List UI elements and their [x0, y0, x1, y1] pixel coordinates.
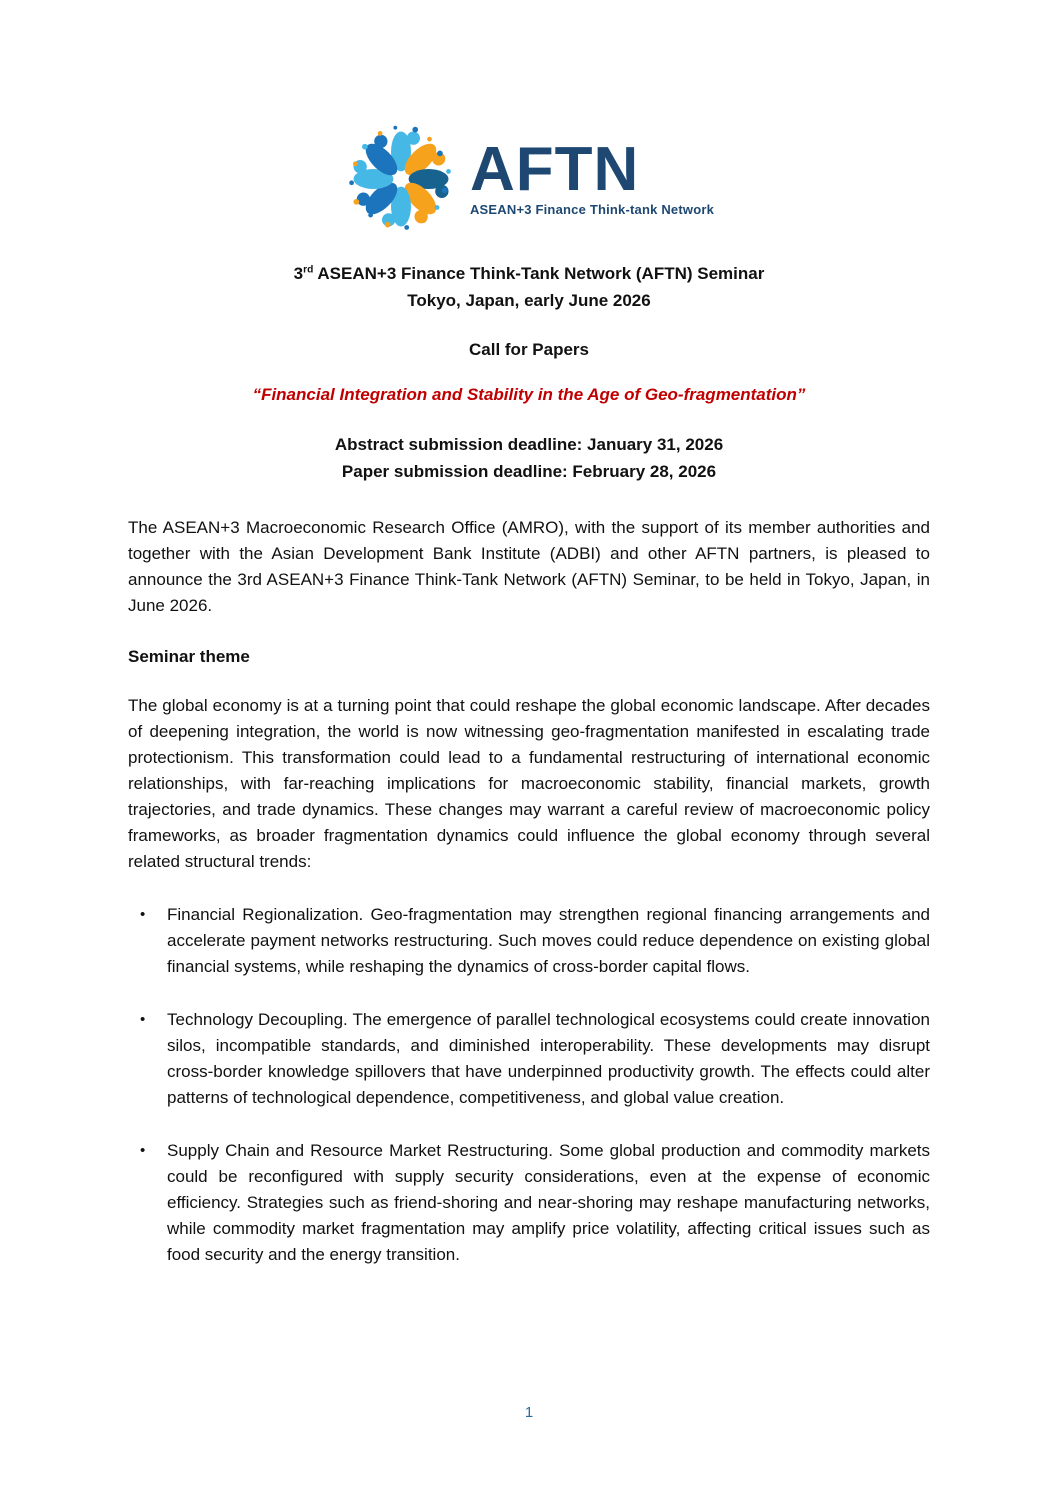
theme-paragraph: The global economy is at a turning point that could reshape the global economic landscape. After decades of deepening integration, the world is now witnessing geo-fragmentation manifested in escalating trade protectionism. This transformation could lead to a fundamental restructuring of international economic relationships, with far-reaching implications for macroeconomic stability, financial markets, growth trajectories, and trade dynamics. These changes may warrant a careful review of macroeconomic policy frameworks, as broader fragmentation dynamics could influence the global economy through several related structural trends:	[128, 696, 930, 871]
call-for-papers-heading: Call for Papers	[469, 340, 589, 359]
title-text: ASEAN+3 Finance Think-Tank Network (AFTN) Seminar	[313, 264, 765, 283]
list-item	[128, 902, 930, 980]
logo-tagline: ASEAN+3 Finance Think-tank Network	[469, 202, 715, 218]
seminar-title	[128, 260, 930, 314]
seminar-theme-quote: “Financial Integration and Stability in the Age of Geo-fragmentation”	[252, 385, 806, 404]
section-heading-seminar-theme: Seminar theme	[128, 647, 250, 666]
structural-trends-list	[128, 902, 930, 1268]
bullet-icon: •	[140, 906, 146, 923]
aftn-logo	[128, 122, 930, 236]
title-number: 3	[293, 264, 304, 283]
bullet-text-financial-regionalization: Financial Regionalization. Geo-fragmentation may strengthen regional financing arrangements and accelerate payment networks restructuring. Such moves could reduce dependence on existing global financial systems, while reshaping the dynamics of cross-border capital flows.	[167, 905, 930, 976]
intro-paragraph: The ASEAN+3 Macroeconomic Research Office (AMRO), with the support of its member authorities and together with the Asian Development Bank Institute (ADBI) and other AFTN partners, is pleased to announce the 3rd ASEAN+3 Finance Think-Tank Network (AFTN) Seminar, to be held in Tokyo, Japan, in June 2026.	[128, 518, 930, 615]
bullet-icon: •	[140, 1011, 146, 1028]
bullet-text-technology-decoupling: Technology Decoupling. The emergence of parallel technological ecosystems could create innovation silos, incompatible standards, and diminished interoperability. These developments may disrupt cross-border knowledge spillovers that have underpinned productivity growth. The effects could alter patterns of technological dependence, competitiveness, and global value creation.	[167, 1010, 930, 1107]
logo-acronym: AFTN	[469, 134, 640, 204]
title-ordinal-superscript: rd	[303, 264, 314, 276]
seminar-title-line1	[128, 260, 930, 287]
page-number: 1	[524, 1404, 534, 1421]
seminar-title-line2: Tokyo, Japan, early June 2026	[407, 291, 651, 310]
aftn-starburst-icon	[344, 122, 458, 236]
list-item	[128, 1138, 930, 1268]
paper-deadline: Paper submission deadline: February 28, 2026	[341, 462, 717, 481]
bullet-text-supply-chain: Supply Chain and Resource Market Restructuring. Some global production and commodity markets could be reconfigured with supply security considerations, even at the expense of economic efficiency. Strategies such as friend-shoring and near-shoring may reshape manufacturing networks, while commodity market fragmentation may amplify price volatility, affecting critical issues such as food security and the energy transition.	[167, 1141, 930, 1264]
aftn-logo-text	[469, 134, 715, 218]
deadlines	[128, 431, 930, 485]
bullet-icon: •	[140, 1142, 146, 1159]
list-item	[128, 1007, 930, 1111]
abstract-deadline: Abstract submission deadline: January 31, 2026	[334, 435, 724, 454]
